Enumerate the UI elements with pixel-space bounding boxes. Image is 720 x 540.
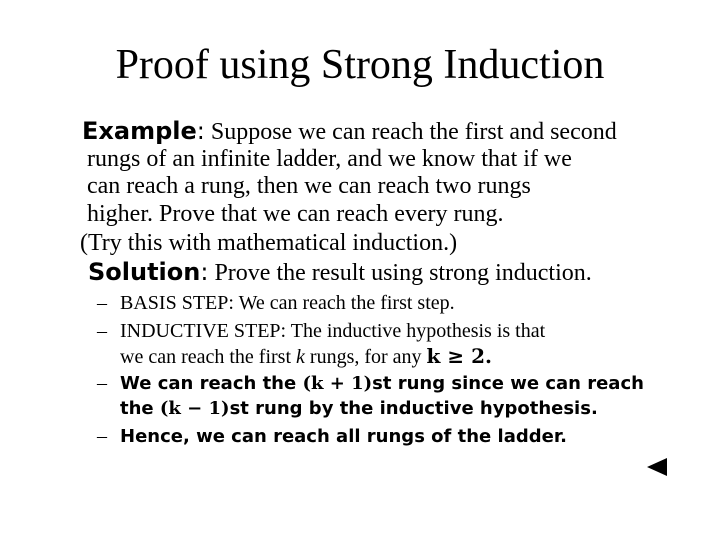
bullet-inductive-step-cont [120, 344, 492, 370]
example-line-1 [82, 117, 617, 146]
kplus1-text-b: st rung since we can reach [372, 373, 644, 394]
example-colon: : [196, 117, 205, 145]
inductive-math: k ≥ 2. [426, 344, 492, 368]
kplus1-text-a: We can reach the [120, 373, 303, 394]
bullet-inductive-step: INDUCTIVE STEP: The inductive hypothesis is that [120, 320, 546, 342]
kminus1-text-a: the [120, 398, 160, 419]
solution-label: Solution [88, 258, 201, 286]
inductive-var-k: k [296, 346, 305, 368]
solution-line [88, 258, 592, 287]
kminus1-text-b: st rung by the inductive hypothesis. [229, 398, 598, 419]
example-line-4: higher. Prove that we can reach every rung. [87, 201, 504, 227]
example-text-1: Suppose we can reach the first and second [204, 119, 617, 145]
bullet-k-plus-1 [120, 371, 644, 396]
slide-title: Proof using Strong Induction [115, 42, 605, 88]
bullet-dash: – [97, 425, 107, 447]
bullet-basis-step: BASIS STEP: We can reach the first step. [120, 292, 455, 314]
hint-text: (Try this with mathematical induction.) [80, 230, 458, 256]
bullet-dash: – [97, 320, 107, 342]
solution-text: Prove the result using strong induction. [208, 260, 592, 286]
bullet-dash: – [97, 292, 107, 314]
inductive-text-a: we can reach the first [120, 346, 297, 368]
bullet-dash: – [97, 372, 107, 394]
bullet-k-plus-1-cont [120, 396, 598, 421]
kplus1-math: (k + 1) [302, 373, 373, 394]
previous-slide-icon[interactable] [647, 458, 667, 476]
solution-colon: : [200, 258, 209, 286]
example-line-3: can reach a rung, then we can reach two rungs [87, 173, 531, 199]
example-line-2: rungs of an infinite ladder, and we know that if we [87, 146, 572, 172]
inductive-text-b: rungs, for any [304, 346, 427, 368]
example-label: Example [82, 117, 197, 145]
bullet-conclusion: Hence, we can reach all rungs of the ladder. [120, 426, 567, 447]
kminus1-math: (k − 1) [159, 398, 230, 419]
